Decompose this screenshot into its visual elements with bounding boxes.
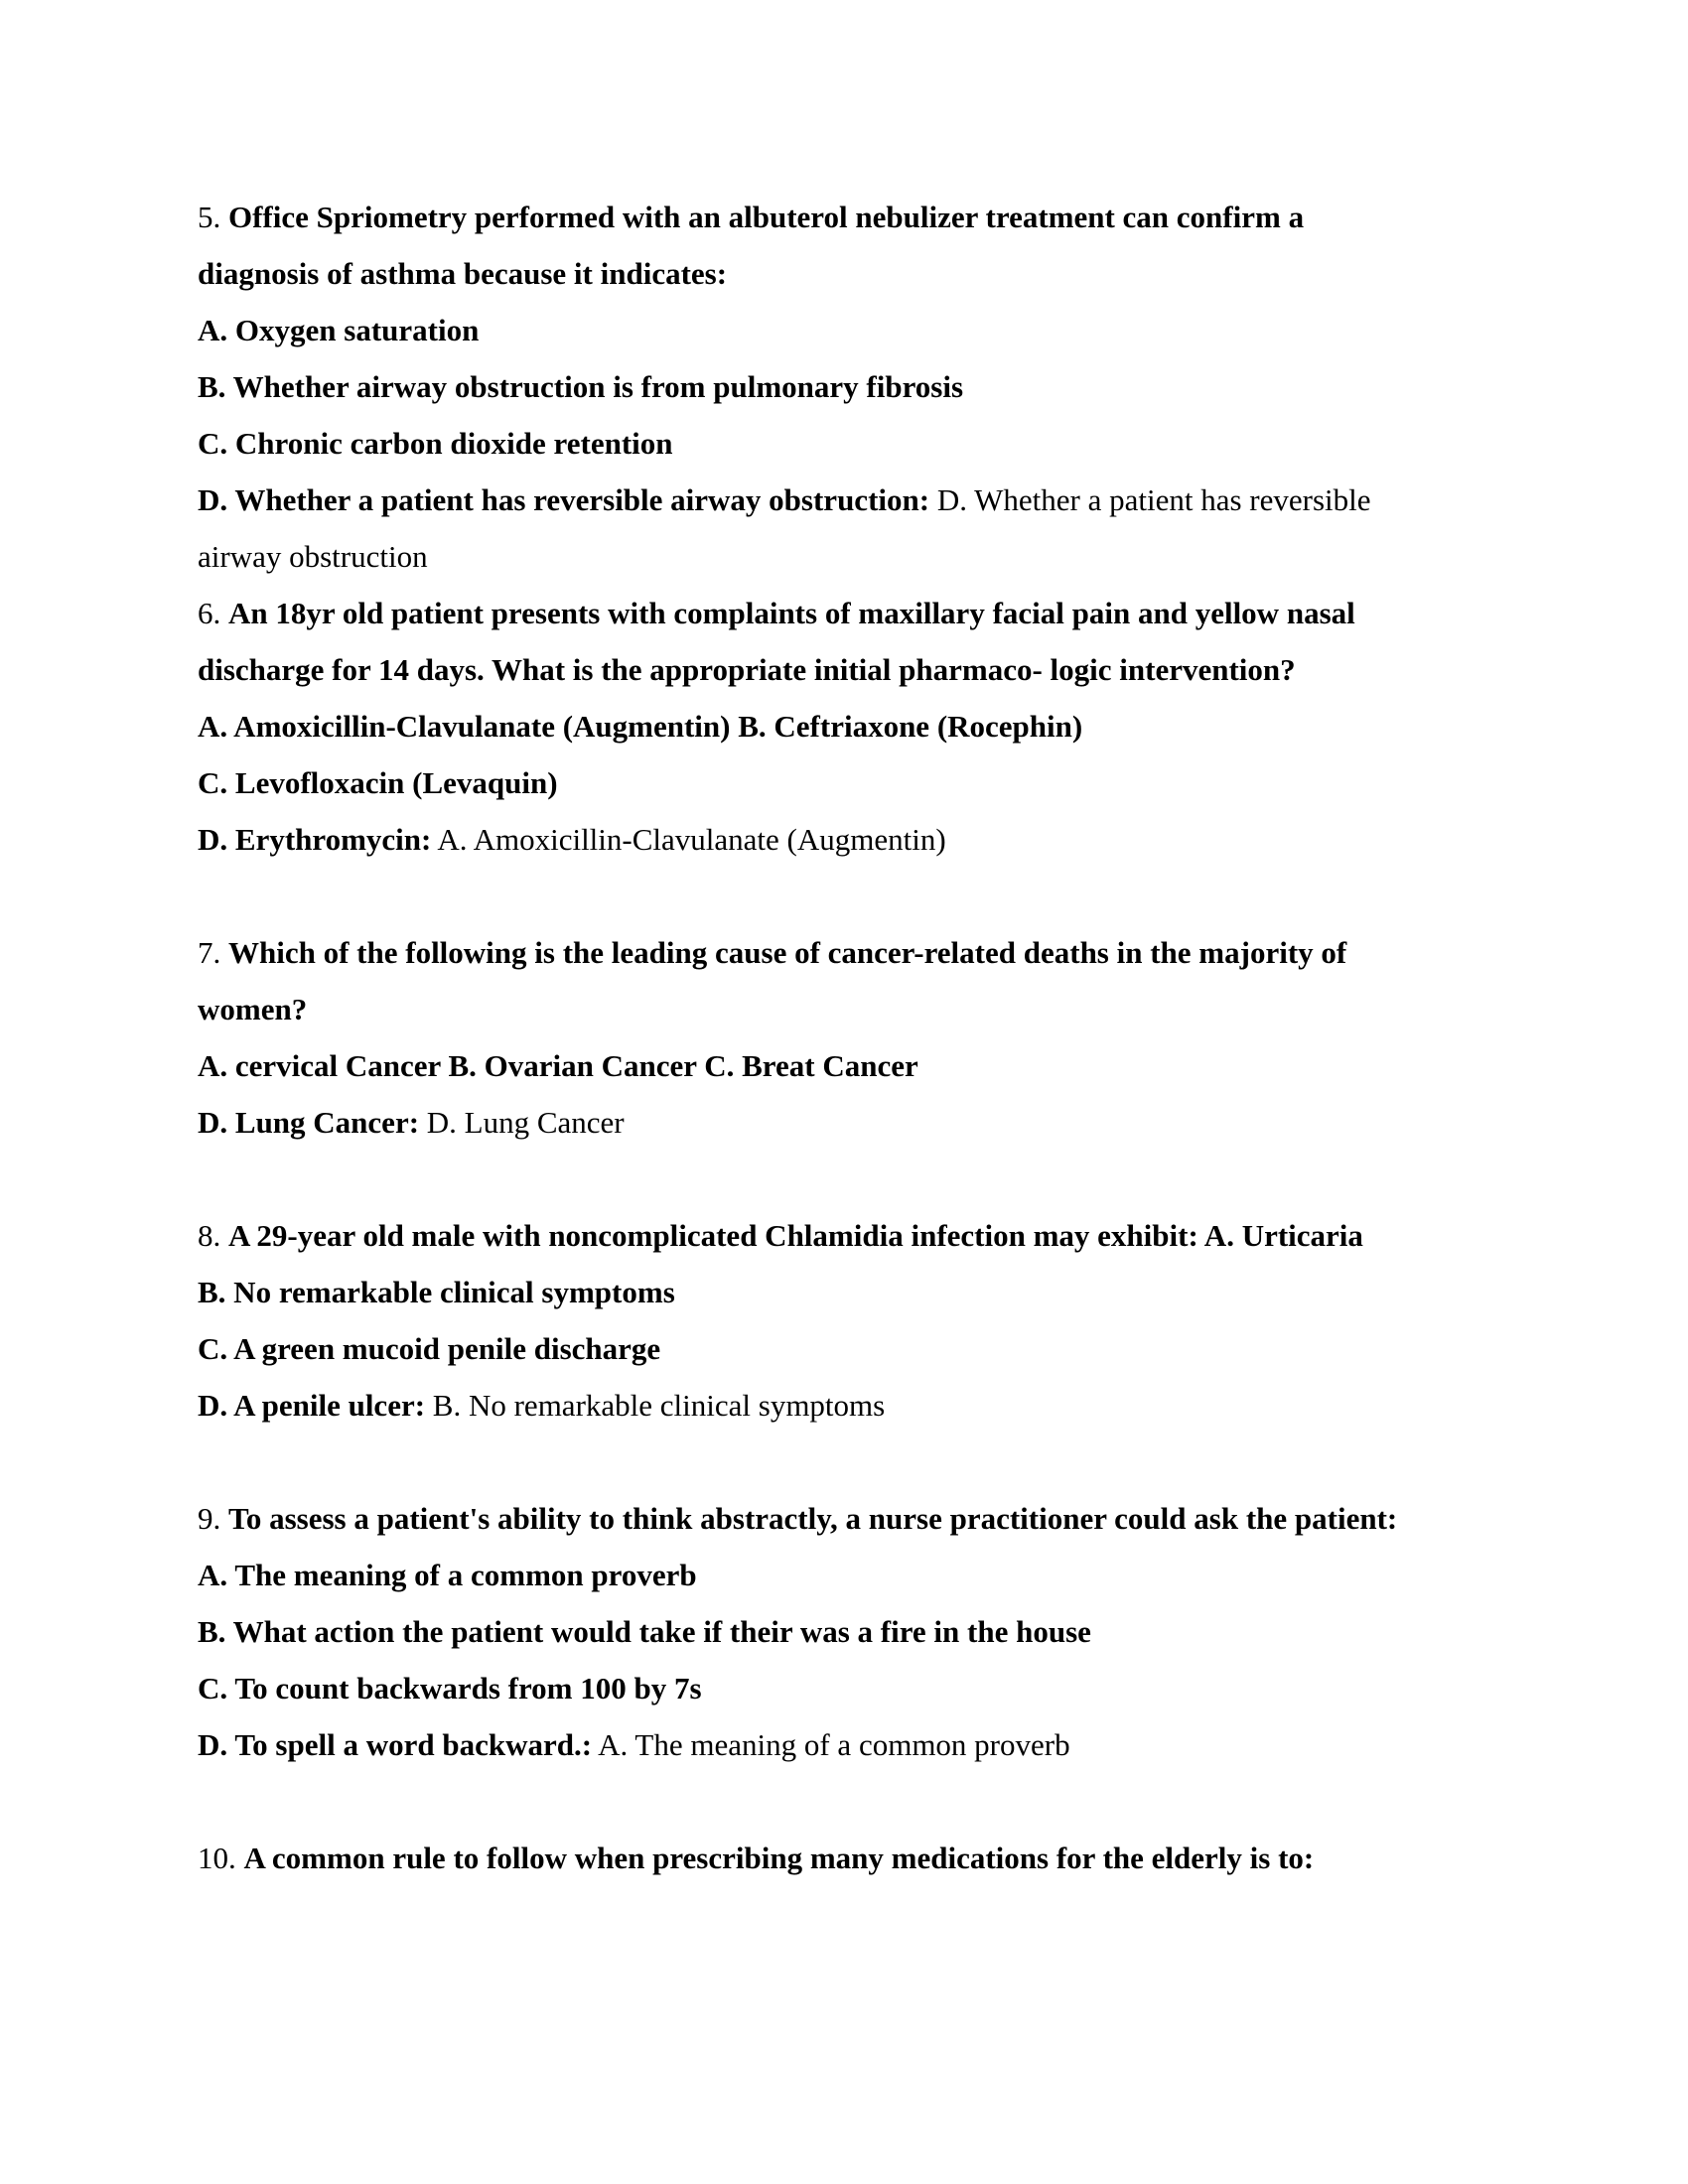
question-text: An 18yr old patient presents with complaints of maxillary facial pain and yellow nasal [228,596,1355,630]
option-d: D. To spell a word backward.: [198,1727,593,1762]
option-d: D. Erythromycin: [198,822,432,857]
option-a-b: A. Amoxicillin-Clavulanate (Augmentin) B. Ceftriaxone (Rocephin) [198,709,1083,744]
question-number: 8. [198,1218,221,1253]
question-text: A common rule to follow when prescribing many medications for the elderly is to: [243,1841,1315,1875]
option-a: A. Oxygen saturation [198,313,480,347]
question-text: diagnosis of asthma because it indicates: [198,256,728,291]
question-7 [198,924,1508,1207]
question-number: 9. [198,1501,221,1536]
option-c: C. Levofloxacin (Levaquin) [198,765,558,800]
option-b: B. What action the patient would take if their was a fire in the house [198,1614,1091,1649]
question-text: Which of the following is the leading cause of cancer-related deaths in the majority of [228,935,1347,970]
question-text: women? [198,992,308,1026]
option-d: D. A penile ulcer: [198,1388,426,1423]
option-c: C. Chronic carbon dioxide retention [198,426,673,461]
question-9 [198,1490,1508,1830]
answer: D. Lung Cancer [426,1105,625,1140]
option-b: B. No remarkable clinical symptoms [198,1275,675,1309]
question-number: 7. [198,935,221,970]
option-c: C. To count backwards from 100 by 7s [198,1671,702,1706]
option-d: D. Whether a patient has reversible airway obstruction: [198,482,930,517]
answer-continued: airway obstruction [198,539,428,574]
question-6 [198,585,1508,924]
option-c: C. A green mucoid penile discharge [198,1331,661,1366]
question-number: 10. [198,1841,236,1875]
question-number: 6. [198,596,221,630]
answer: A. Amoxicillin-Clavulanate (Augmentin) [437,822,946,857]
answer: D. Whether a patient has reversible [936,482,1371,517]
question-text: A 29-year old male with noncomplicated Chlamidia infection may exhibit: A. Urticaria [228,1218,1363,1253]
answer: A. The meaning of a common proverb [598,1727,1070,1762]
option-a-b-c: A. cervical Cancer B. Ovarian Cancer C. Breat Cancer [198,1048,918,1083]
answer: B. No remarkable clinical symptoms [432,1388,886,1423]
question-text: discharge for 14 days. What is the appropriate initial pharmaco- logic intervention? [198,652,1296,687]
question-5 [198,189,1508,585]
question-text: To assess a patient's ability to think abstractly, a nurse practitioner could ask the patient: [228,1501,1398,1536]
question-8 [198,1207,1508,1490]
option-d: D. Lung Cancer: [198,1105,420,1140]
document-page [198,189,1508,1886]
question-text: Office Spriometry performed with an albuterol nebulizer treatment can confirm a [228,200,1305,234]
question-number: 5. [198,200,221,234]
option-a: A. The meaning of a common proverb [198,1558,697,1592]
question-10 [198,1830,1508,1886]
option-b: B. Whether airway obstruction is from pulmonary fibrosis [198,369,964,404]
